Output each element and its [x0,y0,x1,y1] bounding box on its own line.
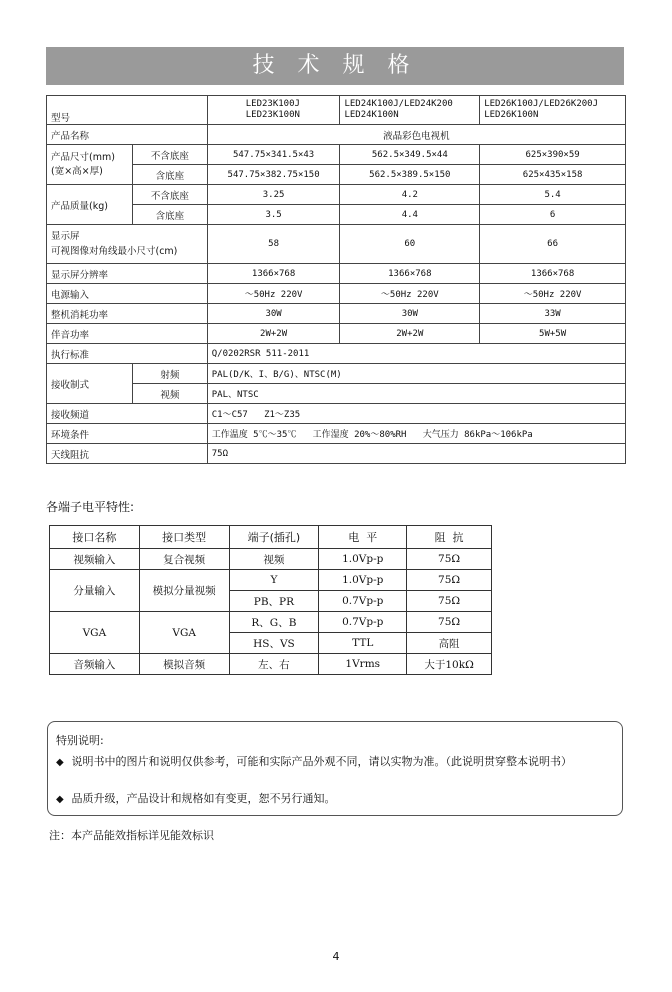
column-header: 阻 抗 [407,526,492,549]
sub-label: 含底座 [132,165,207,185]
cell: 5.4 [480,185,626,205]
cell: 625×390×59 [480,145,626,165]
row-label: 执行标准 [47,344,208,364]
cell: 分量输入 [50,570,140,612]
cell: 模拟分量视频 [139,570,229,612]
sub-label: 不含底座 [132,185,207,205]
cell: 547.75×341.5×43 [207,145,340,165]
cell: 2W+2W [207,324,340,344]
table-row [50,570,492,591]
column-header: 接口名称 [50,526,140,549]
table-row [47,185,626,205]
footer-note: 注：本产品能效指标详见能效标识 [49,829,214,842]
table-row [47,165,626,185]
cell: 1.0Vp-p [319,549,407,570]
cell: 1366×768 [480,264,626,284]
row-label: 天线阻抗 [47,444,208,464]
rf-value: PAL(D/K、I、B/G)、NTSC(M) [207,364,625,384]
row-label: 环境条件 [47,424,208,444]
cell: 58 [207,225,340,264]
antenna-value: 75Ω [207,444,625,464]
cell: 1366×768 [207,264,340,284]
page-title: 技 术 规 格 [46,47,624,85]
cell: R、G、B [229,612,319,633]
model-1: LED23K100J LED23K100N [207,96,340,125]
cell: 音频输入 [50,654,140,675]
cell: 0.7Vp-p [319,612,407,633]
cell: 2W+2W [340,324,480,344]
cell: 1Vrms [319,654,407,675]
cell: 33W [480,304,626,324]
row-label: 显示屏 可视图像对角线最小尺寸(cm) [47,225,208,264]
cell: 高阻 [407,633,492,654]
cell: Y [229,570,319,591]
page-number: 4 [332,950,340,963]
channels-value: C1～C57 Z1～Z35 [207,404,625,424]
diamond-bullet-icon: ◆ [56,794,64,805]
table-row [47,304,626,324]
cell: 75Ω [407,549,492,570]
note-bullet [56,790,336,806]
table-row [47,125,626,145]
spec-table [46,95,626,464]
note-text: 品质升级，产品设计和规格如有变更，恕不另行通知。 [71,792,336,805]
cell: 复合视频 [139,549,229,570]
row-label: 伴音功率 [47,324,208,344]
cell: 4.2 [340,185,480,205]
table-row [47,424,626,444]
row-label: 产品尺寸(mm) (宽×高×厚) [47,145,133,185]
cell: 视频 [229,549,319,570]
cell: 左、右 [229,654,319,675]
cell: 3.5 [207,205,340,225]
cell: HS、VS [229,633,319,654]
column-header: 接口类型 [139,526,229,549]
note-title: 特别说明: [56,734,104,747]
table-row [50,612,492,633]
table-header-row [50,526,492,549]
section-heading: 各端子电平特性: [46,500,135,514]
model-3: LED26K100J/LED26K200J LED26K100N [480,96,626,125]
column-header: 端子(插孔) [229,526,319,549]
table-row [47,96,626,125]
cell: VGA [139,612,229,654]
cell: 视频输入 [50,549,140,570]
row-label: 产品质量(kg) [47,185,133,225]
cell: 562.5×389.5×150 [340,165,480,185]
environment-value: 工作温度 5℃～35℃ 工作湿度 20%～80%RH 大气压力 86kPa～106kPa [207,424,625,444]
note-text: 说明书中的图片和说明仅供参考，可能和实际产品外观不同，请以实物为准。（此说明贯穿整本说明书） [71,755,572,768]
cell: 562.5×349.5×44 [340,145,480,165]
cell: ～50Hz 220V [480,284,626,304]
table-row [47,225,626,264]
cell: VGA [50,612,140,654]
row-label: 整机消耗功率 [47,304,208,324]
row-label: 产品名称 [47,125,208,145]
model-label: 型号 [47,96,208,125]
table-row [47,444,626,464]
cell: 4.4 [340,205,480,225]
cell: 75Ω [407,591,492,612]
sub-label: 含底座 [132,205,207,225]
table-row [47,284,626,304]
cell: 0.7Vp-p [319,591,407,612]
cell: PB、PR [229,591,319,612]
cell: ～50Hz 220V [340,284,480,304]
product-name-value: 液晶彩色电视机 [207,125,625,145]
cell: 625×435×158 [480,165,626,185]
cell: 75Ω [407,612,492,633]
row-label: 电源输入 [47,284,208,304]
row-label: 显示屏分辨率 [47,264,208,284]
row-label: 接收制式 [47,364,133,404]
table-row [47,384,626,404]
video-value: PAL、NTSC [207,384,625,404]
cell: 60 [340,225,480,264]
table-row [47,145,626,165]
diamond-bullet-icon: ◆ [56,757,64,768]
special-note-box [47,721,623,816]
sub-label: 不含底座 [132,145,207,165]
table-row [47,344,626,364]
cell: 大于10kΩ [407,654,492,675]
table-row [47,324,626,344]
cell: 547.75×382.75×150 [207,165,340,185]
row-label: 接收频道 [47,404,208,424]
table-row [47,264,626,284]
cell: 30W [207,304,340,324]
cell: 5W+5W [480,324,626,344]
table-row [50,654,492,675]
cell: TTL [319,633,407,654]
sub-label: 射频 [132,364,207,384]
cell: 模拟音频 [139,654,229,675]
cell: 75Ω [407,570,492,591]
standard-value: Q/0202RSR 511-2011 [207,344,625,364]
model-2: LED24K100J/LED24K200 LED24K100N [340,96,480,125]
cell: 6 [480,205,626,225]
table-row [47,364,626,384]
cell: ～50Hz 220V [207,284,340,304]
cell: 30W [340,304,480,324]
table-row [47,404,626,424]
cell: 66 [480,225,626,264]
cell: 3.25 [207,185,340,205]
note-bullet [56,753,616,771]
column-header: 电 平 [319,526,407,549]
ports-table [49,525,492,675]
cell: 1366×768 [340,264,480,284]
table-row [47,205,626,225]
sub-label: 视频 [132,384,207,404]
table-row [50,549,492,570]
cell: 1.0Vp-p [319,570,407,591]
